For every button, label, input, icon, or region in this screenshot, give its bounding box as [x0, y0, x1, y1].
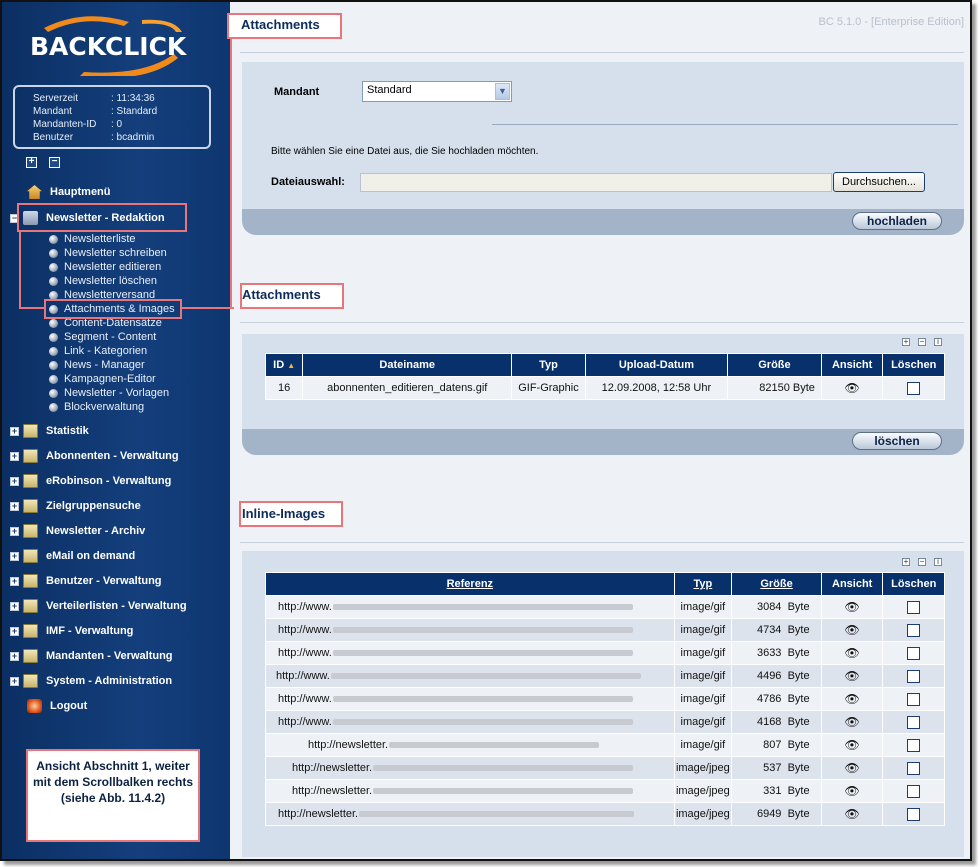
sidebar-subitem[interactable]: Link - Kategorien [49, 345, 147, 357]
folder-icon [23, 649, 38, 663]
view-cell [822, 377, 883, 399]
version-label: BC 5.1.0 - [Enterprise Edition] [818, 16, 964, 28]
eye-icon[interactable]: 👁 [844, 669, 860, 683]
page-title: Attachments [241, 17, 320, 32]
expand-icon[interactable]: + [11, 450, 18, 461]
annotation-arrow [182, 307, 234, 309]
ref-cell: http://newsletter. [266, 803, 674, 825]
sidebar-item-erobinson[interactable]: + eRobinson - Verwaltung [11, 475, 172, 487]
annotation-arrow [19, 307, 45, 309]
info-icon[interactable]: i [934, 558, 942, 566]
ref-cell: http://newsletter. [266, 780, 674, 802]
expand-icon[interactable]: + [11, 600, 18, 611]
annotation-arrow [19, 231, 21, 309]
sidebar-subitem[interactable]: Newsletter löschen [49, 275, 157, 287]
sidebar-item-mandanten[interactable]: + Mandanten - Verwaltung [11, 650, 173, 662]
ref-cell: http://www. [266, 642, 674, 664]
tree-tools [26, 157, 60, 168]
bullet-icon [49, 263, 58, 272]
highlight-box-redaktion [17, 203, 187, 232]
upload-button[interactable]: hochladen [852, 212, 942, 230]
delete-checkbox[interactable] [907, 601, 920, 614]
sidebar-subitem[interactable]: News - Manager [49, 359, 145, 371]
bullet-icon [49, 375, 58, 384]
expand-icon[interactable]: + [11, 500, 18, 511]
col-header-loeschen: Löschen [883, 573, 944, 595]
inline-images-table [265, 572, 945, 826]
redacted-text [331, 673, 641, 679]
sidebar-item-archiv[interactable]: + Newsletter - Archiv [11, 525, 146, 537]
delete-checkbox[interactable] [907, 739, 920, 752]
upload-button-bar [242, 209, 964, 235]
sort-icon: ▲ [287, 361, 296, 370]
sidebar-subitem[interactable]: Segment - Content [49, 331, 156, 343]
file-label: Dateiauswahl: [271, 176, 345, 188]
bullet-icon [49, 319, 58, 328]
col-header-ansicht: Ansicht [822, 354, 883, 376]
delete-checkbox[interactable] [907, 808, 920, 821]
sidebar-item-redaktion[interactable]: − Newsletter - Redaktion [11, 212, 165, 224]
bullet-icon [49, 347, 58, 356]
table-row: http://www. image/gif 4496 Byte 👁 [266, 665, 944, 687]
home-icon [27, 185, 42, 199]
delete-checkbox[interactable] [907, 382, 920, 395]
sidebar-item-statistik[interactable]: + Statistik [11, 425, 89, 437]
expand-icon[interactable]: + [11, 650, 18, 661]
redacted-text [359, 811, 634, 817]
ref-cell: http://newsletter. [266, 757, 674, 779]
ref-cell: http://www. [266, 619, 674, 641]
annotation-arrow [230, 38, 232, 308]
redacted-text [333, 650, 633, 656]
browse-button[interactable]: Durchsuchen... [833, 172, 925, 192]
highlight-box-attachments [44, 299, 182, 319]
logo-text: BACKCLICK [30, 32, 187, 61]
table-row: http://www. image/gif 3084 Byte 👁 [266, 596, 944, 618]
expand-icon[interactable]: + [11, 625, 18, 636]
collapse-all-icon[interactable]: − [49, 157, 60, 168]
folder-icon [23, 574, 38, 588]
folder-icon [23, 674, 38, 688]
table-row: http://newsletter. image/gif 807 Byte 👁 [266, 734, 944, 756]
bullet-icon [49, 361, 58, 370]
main-content [230, 2, 970, 859]
divider [240, 542, 964, 543]
redacted-text [333, 604, 633, 610]
table-row: http://www. image/gif 4168 Byte 👁 [266, 711, 944, 733]
col-header-loeschen: Löschen [883, 354, 944, 376]
sidebar-item-zielgruppensuche[interactable]: + Zielgruppensuche [11, 500, 141, 512]
delete-checkbox[interactable] [907, 670, 920, 683]
sidebar-item-benutzer[interactable]: + Benutzer - Verwaltung [11, 575, 162, 587]
info-icon[interactable]: i [934, 338, 942, 346]
server-info-row: Benutzer : bcadmin [33, 132, 155, 143]
table-row: http://www. image/gif 3633 Byte 👁 [266, 642, 944, 664]
redacted-text [333, 696, 633, 702]
eye-icon[interactable]: 👁 [844, 807, 860, 821]
bullet-icon [49, 235, 58, 244]
sidebar-subitem[interactable]: Content-Datensätze [49, 317, 162, 329]
col-header-dateiname[interactable]: Dateiname [303, 354, 511, 376]
delete-checkbox[interactable] [907, 716, 920, 729]
folder-icon [23, 449, 38, 463]
delete-cell [883, 377, 944, 399]
mandant-label: Mandant [274, 86, 320, 98]
bullet-icon [49, 389, 58, 398]
server-info-row: Serverzeit : 11:34:36 [33, 93, 155, 104]
delete-checkbox[interactable] [907, 624, 920, 637]
sidebar-subitem[interactable]: Kampagnen-Editor [49, 373, 156, 385]
col-header-typ[interactable]: Typ [512, 354, 585, 376]
ref-cell: http://www. [266, 665, 674, 687]
folder-icon [23, 599, 38, 613]
sidebar-item-email-on-demand[interactable]: + eMail on demand [11, 550, 136, 562]
delete-button[interactable]: löschen [852, 432, 942, 450]
annotation-note: Ansicht Abschnitt 1, weiter mit dem Scrollbalken rechts (siehe Abb. 11.4.2) [26, 749, 200, 842]
delete-button-bar [242, 429, 964, 455]
collapse-icon[interactable]: − [11, 212, 18, 223]
table-row: http://newsletter. image/jpeg 6949 Byte 👁 [266, 803, 944, 825]
col-header-ansicht: Ansicht [822, 573, 883, 595]
sidebar-item-system[interactable]: + System - Administration [11, 675, 173, 687]
minus-icon[interactable]: − [919, 337, 925, 346]
sidebar-item-hauptmenu[interactable]: Hauptmenü [27, 185, 111, 199]
ref-cell: http://www. [266, 596, 674, 618]
upload-instruction: Bitte wählen Sie eine Datei aus, die Sie hochladen möchten. [271, 146, 539, 157]
redacted-text [389, 742, 599, 748]
expand-all-icon[interactable]: + [26, 157, 37, 168]
ref-cell: http://www. [266, 688, 674, 710]
server-info-row: Mandanten-ID : 0 [33, 119, 123, 130]
delete-checkbox[interactable] [907, 785, 920, 798]
ref-cell: http://www. [266, 711, 674, 733]
sidebar-subitem[interactable]: Newsletter schreiben [49, 247, 167, 259]
eye-icon[interactable]: 👁 [844, 381, 860, 395]
server-info-box [13, 85, 211, 149]
sidebar [2, 2, 230, 859]
eye-icon[interactable]: 👁 [844, 692, 860, 706]
bullet-icon [49, 277, 58, 286]
sidebar-item-imf[interactable]: + IMF - Verwaltung [11, 625, 134, 637]
section-title-inline-images: Inline-Images [242, 506, 326, 521]
table-row: http://newsletter. image/jpeg 331 Byte 👁 [266, 780, 944, 802]
col-header-groesse[interactable]: Größe [732, 573, 821, 595]
folder-icon [23, 524, 38, 538]
redacted-text [333, 719, 633, 725]
bullet-icon [49, 403, 58, 412]
redacted-text [373, 788, 633, 794]
sidebar-item-abonnenten[interactable]: + Abonnenten - Verwaltung [11, 450, 179, 462]
add-icon[interactable]: + [903, 557, 909, 566]
col-header-typ[interactable]: Typ [675, 573, 732, 595]
divider [240, 322, 964, 323]
ref-cell: http://newsletter. [266, 734, 674, 756]
sidebar-subitem-attachments[interactable]: Attachments & Images [49, 303, 175, 315]
eye-icon[interactable]: 👁 [844, 646, 860, 660]
eye-icon[interactable]: 👁 [844, 623, 860, 637]
table-row: http://www. image/gif 4734 Byte 👁 [266, 619, 944, 641]
delete-checkbox[interactable] [907, 762, 920, 775]
sidebar-subitem[interactable]: Newsletterliste [49, 233, 136, 245]
mandant-select[interactable]: Standard ▼ [362, 81, 512, 102]
col-header-referenz[interactable]: Referenz [266, 573, 674, 595]
sidebar-subitem[interactable]: Blockverwaltung [49, 401, 144, 413]
delete-checkbox[interactable] [907, 693, 920, 706]
table-tools [902, 558, 942, 566]
chevron-down-icon[interactable]: ▼ [495, 83, 510, 100]
expand-icon[interactable]: + [11, 550, 18, 561]
attachments-table [265, 353, 945, 400]
sidebar-subitem[interactable]: Newsletter - Vorlagen [49, 387, 169, 399]
col-header-groesse[interactable]: Größe [728, 354, 821, 376]
file-input[interactable] [360, 173, 832, 192]
add-icon[interactable]: + [903, 337, 909, 346]
bullet-icon [49, 249, 58, 258]
eye-icon[interactable]: 👁 [844, 715, 860, 729]
sidebar-item-logout[interactable]: Logout [27, 699, 87, 713]
divider [240, 52, 964, 53]
eye-icon[interactable]: 👁 [844, 761, 860, 775]
folder-icon [23, 624, 38, 638]
folder-icon [23, 424, 38, 438]
table-row: 16 abonnenten_editieren_datens.gif GIF-Graphic 12.09.2008, 12:58 Uhr 82150 Byte 👁 [266, 377, 944, 399]
expand-icon[interactable]: + [11, 575, 18, 586]
power-icon [27, 699, 42, 713]
minus-icon[interactable]: − [919, 557, 925, 566]
eye-icon[interactable]: 👁 [844, 738, 860, 752]
folder-icon [23, 474, 38, 488]
col-header-id[interactable]: ID ▲ [266, 354, 302, 376]
expand-icon[interactable]: + [11, 525, 18, 536]
redacted-text [333, 627, 633, 633]
sidebar-subitem[interactable]: Newsletterversand [49, 289, 155, 301]
delete-checkbox[interactable] [907, 647, 920, 660]
expand-icon[interactable]: + [11, 475, 18, 486]
table-row: http://newsletter. image/jpeg 537 Byte 👁 [266, 757, 944, 779]
sidebar-item-verteilerlisten[interactable]: + Verteilerlisten - Verwaltung [11, 600, 187, 612]
table-tools [902, 338, 942, 346]
section-title-attachments: Attachments [242, 287, 321, 302]
folder-icon [23, 499, 38, 513]
table-row: http://www. image/gif 4786 Byte 👁 [266, 688, 944, 710]
eye-icon[interactable]: 👁 [844, 784, 860, 798]
expand-icon[interactable]: + [11, 675, 18, 686]
redacted-text [373, 765, 633, 771]
bullet-icon [49, 333, 58, 342]
sidebar-subitem[interactable]: Newsletter editieren [49, 261, 161, 273]
expand-icon[interactable]: + [11, 425, 18, 436]
col-header-upload-datum[interactable]: Upload-Datum [586, 354, 727, 376]
eye-icon[interactable]: 👁 [844, 600, 860, 614]
folder-icon [23, 549, 38, 563]
server-info-row: Mandant : Standard [33, 106, 158, 117]
divider [492, 124, 958, 125]
backclick-logo [24, 14, 194, 76]
